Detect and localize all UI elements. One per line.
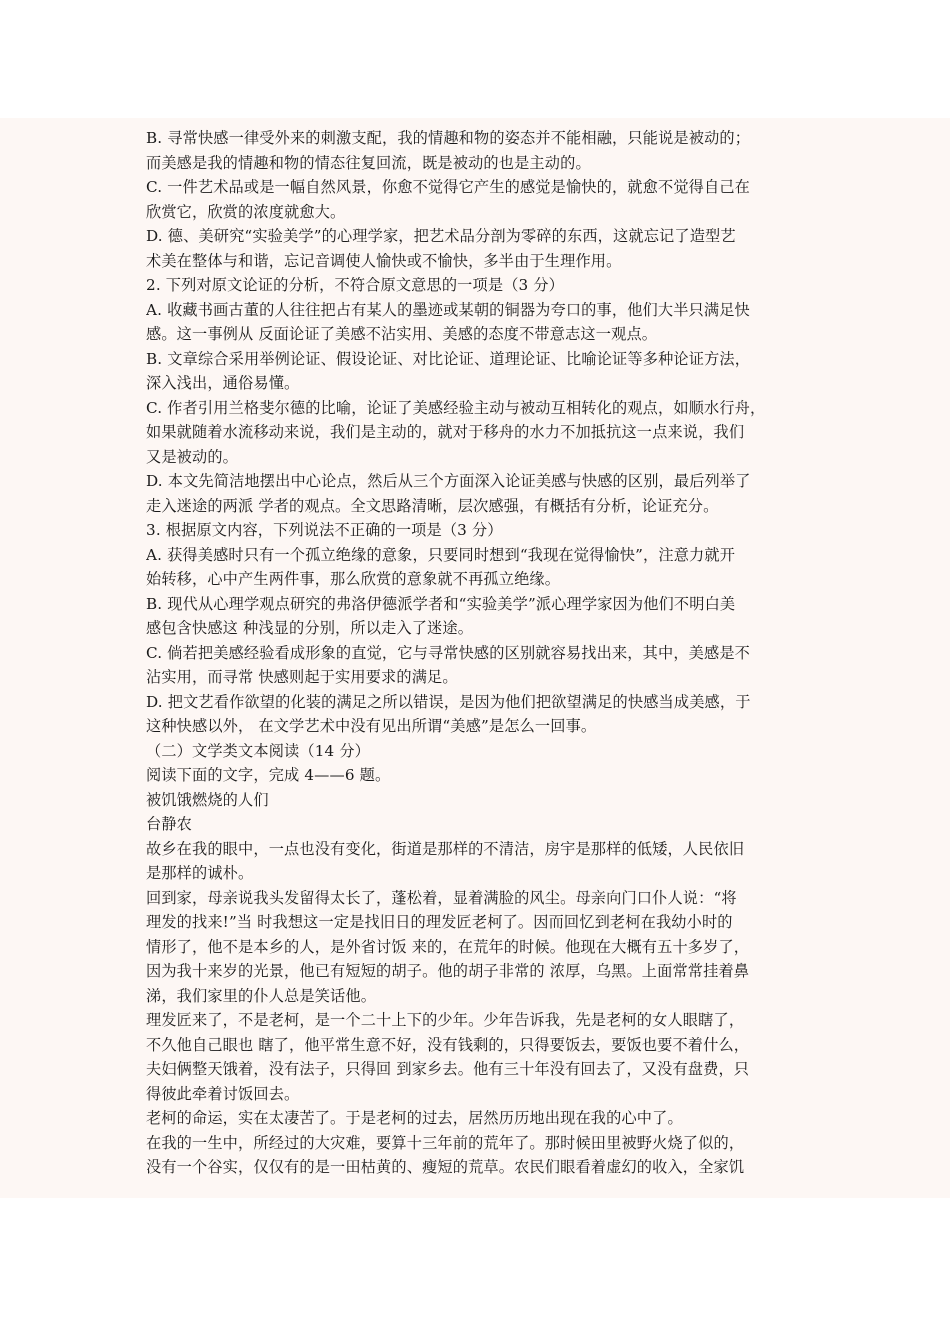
text-line: 没有一个谷实，仅仅有的是一田枯黄的、瘦短的荒草。农民们眼看着虚幻的收入，全家饥 <box>146 1158 745 1176</box>
text-line: 欣赏它，欣赏的浓度就愈大。 <box>146 202 346 221</box>
document-page <box>0 118 950 1198</box>
text-line: 因为我十来岁的光景，他已有短短的胡子。他的胡子非常的 浓厚，乌黑。上面常常挂着鼻 <box>146 962 750 980</box>
section-heading: （二）文学类文本阅读（14 分） <box>146 741 370 760</box>
text-line: D. 把文艺看作欲望的化装的满足之所以错误，是因为他们把欲望满足的快感当成美感，于 <box>146 692 751 711</box>
text-line: 不久他自己眼也 瞎了，他平常生意不好，没有钱剩的，只得要饭去，要饭也要不着什么， <box>146 1035 750 1054</box>
text-line: B. 寻常快感一律受外来的刺激支配，我的情趣和物的姿态并不能相融，只能说是被动的； <box>146 129 751 147</box>
text-line: A. 获得美感时只有一个孤立绝缘的意象，只要同时想到“我现在觉得愉快”，注意力就开 <box>146 545 736 564</box>
text-line: 理发的找来!”当 时我想这一定是找旧日的理发匠老柯了。因而回忆到老柯在我幼小时的 <box>146 913 733 931</box>
text-line: 回到家，母亲说我头发留得太长了，蓬松着，显着满脸的风尘。母亲向门口仆人说：“将 <box>146 888 737 907</box>
text-line: 如果就随着水流移动来说，我们是主动的，就对于移舟的水力不加抵抗这一点来说，我们 <box>146 423 745 441</box>
question-heading: 2. 下列对原文论证的分析，不符合原文意思的一项是（3 分） <box>146 276 564 294</box>
question-heading: 3. 根据原文内容，下列说法不正确的一项是（3 分） <box>146 521 503 539</box>
text-line: 术美在整体与和谐，忘记音调使人愉快或不愉快，多半由于生理作用。 <box>146 251 622 270</box>
text-line: D. 德、美研究“实验美学”的心理学家，把艺术品分剖为零碎的东西，这就忘记了造型艺 <box>146 227 736 245</box>
text-line: 始转移，心中产生两件事，那么欣赏的意象就不再孤立绝缘。 <box>146 570 561 588</box>
text-line: C. 作者引用兰格斐尔德的比喻，论证了美感经验主动与被动互相转化的观点，如顺水行舟， <box>146 398 766 417</box>
text-line: 涕，我们家里的仆人总是笑话他。 <box>146 986 377 1005</box>
story-title: 被饥饿燃烧的人们 <box>146 790 269 809</box>
text-line: 走入迷途的两派 学者的观点。全文思路清晰，层次感强，有概括有分析，论证充分。 <box>146 496 719 515</box>
text-line: 在我的一生中，所经过的大灾难，要算十三年前的荒年了。那时候田里被野火烧了似的， <box>146 1133 745 1152</box>
text-line: 又是被动的。 <box>146 447 239 466</box>
text-line: 故乡在我的眼中，一点也没有变化，街道是那样的不清洁，房宇是那样的低矮，人民依旧 <box>146 839 745 858</box>
text-line: B. 文章综合采用举例论证、假设论证、对比论证、道理论证、比喻论证等多种论证方法， <box>146 349 751 368</box>
text-line: D. 本文先简洁地摆出中心论点，然后从三个方面深入论证美感与快感的区别，最后列举了 <box>146 472 751 490</box>
instruction-line: 阅读下面的文字，完成 4——6 题。 <box>146 766 391 784</box>
text-line: 理发匠来了，不是老柯，是一个二十上下的少年。少年告诉我，先是老柯的女人眼瞎了， <box>146 1011 745 1029</box>
text-line: A. 收藏书画古董的人往往把占有某人的墨迹或某朝的铜器为夸口的事，他们大半只满足快 <box>146 300 750 319</box>
text-line: 这种快感以外， 在文学艺术中没有见出所谓“美感”是怎么一回事。 <box>146 717 597 735</box>
text-line: 感。这一事例从 反面论证了美感不沾实用、美感的态度不带意志这一观点。 <box>146 325 658 343</box>
text-line: 沾实用，而寻常 快感则起于实用要求的满足。 <box>146 668 458 686</box>
text-line: B. 现代从心理学观点研究的弗洛伊德派学者和“实验美学”派心理学家因为他们不明白美 <box>146 594 736 613</box>
text-line: 深入浅出，通俗易懂。 <box>146 374 300 392</box>
text-line: C. 一件艺术品或是一幅自然风景，你愈不觉得它产生的感觉是愉快的，就愈不觉得自己在 <box>146 178 751 196</box>
text-line: 感包含快感这 种浅显的分别，所以走入了迷途。 <box>146 619 474 637</box>
text-line: 得彼此牵着讨饭回去。 <box>146 1084 300 1103</box>
document-text <box>146 126 810 1180</box>
text-line: 而美感是我的情趣和物的情态往复回流，既是被动的也是主动的。 <box>146 153 591 172</box>
text-line: 情形了，他不是本乡的人，是外省讨饭 来的，在荒年的时候。他现在大概有五十多岁了， <box>146 937 750 956</box>
text-line: 老柯的命运，实在太凄苦了。于是老柯的过去，居然历历地出现在我的心中了。 <box>146 1109 683 1127</box>
text-line: C. 倘若把美感经验看成形象的直觉，它与寻常快感的区别就容易找出来，其中，美感是不 <box>146 643 751 662</box>
text-line: 夫妇俩整天饿着，没有法子，只得回 到家乡去。他有三十年没有回去了，又没有盘费，只 <box>146 1060 750 1078</box>
story-author: 台静农 <box>146 815 193 833</box>
text-line: 是那样的诚朴。 <box>146 864 254 882</box>
